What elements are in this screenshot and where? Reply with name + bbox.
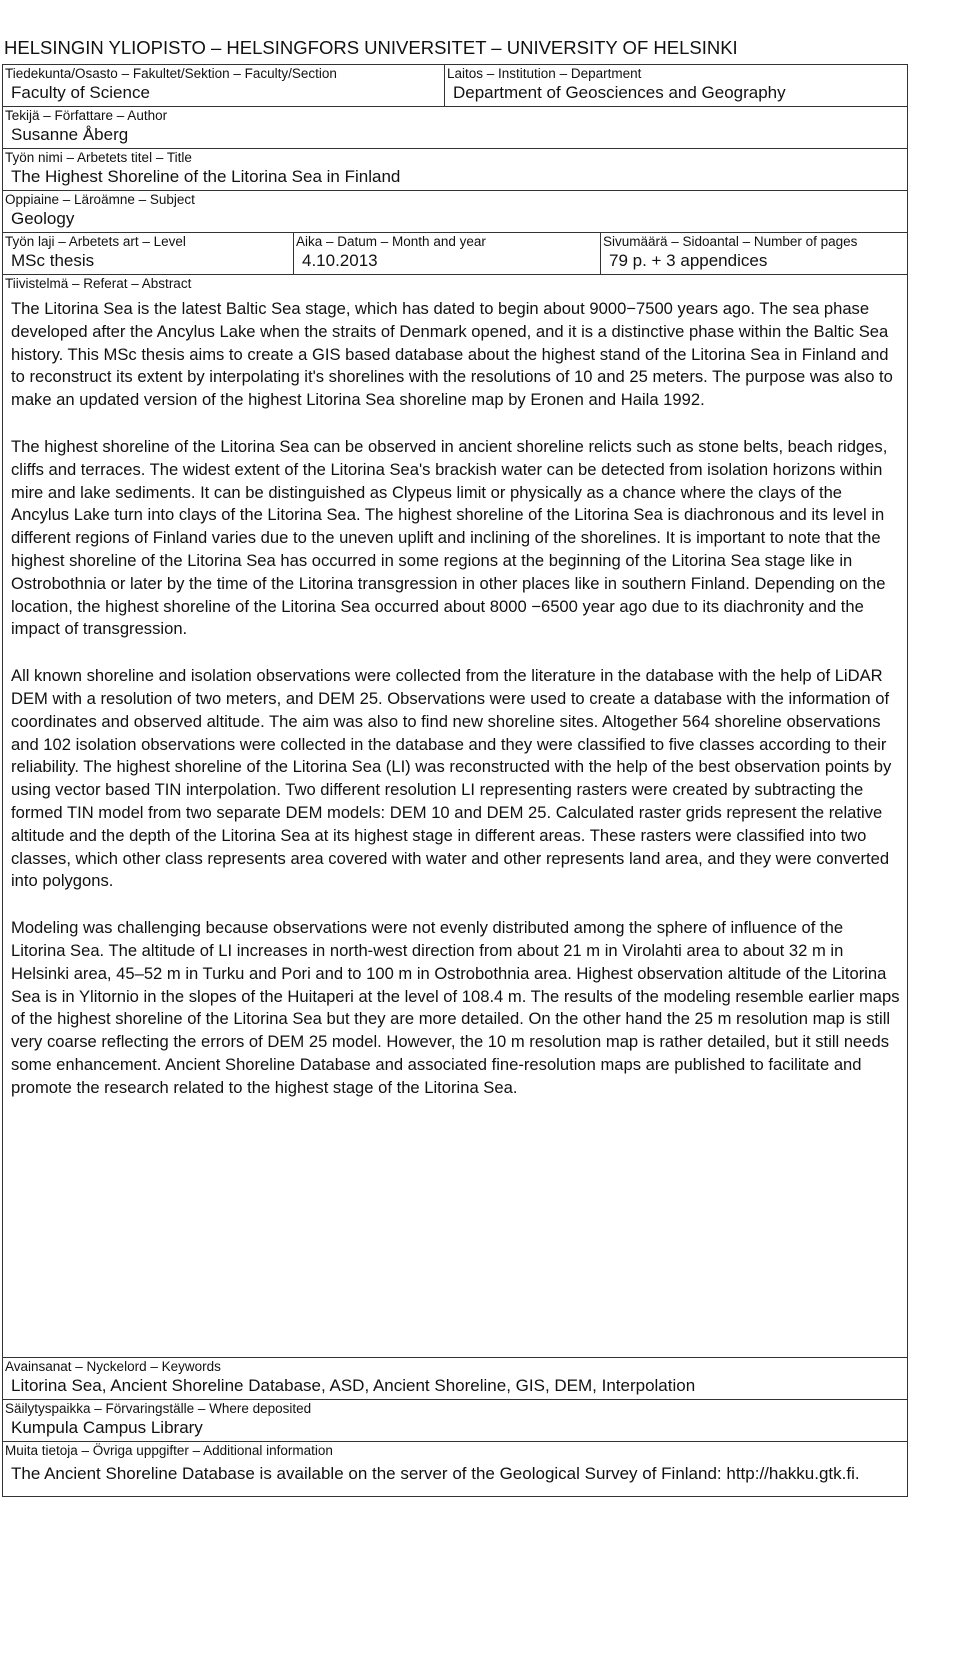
- title-cell: [3, 149, 907, 190]
- additional-value: The Ancient Shoreline Database is available on the server of the Geological Survey of Finland: http://hakku.gtk.fi.: [11, 1464, 860, 1483]
- pages-cell: [600, 233, 907, 274]
- keywords-cell: [3, 1358, 907, 1399]
- title-label: Työn nimi – Arbetets titel – Title: [5, 150, 192, 165]
- abstract-cell: [3, 275, 907, 1357]
- date-value: 4.10.2013: [302, 251, 378, 270]
- level-row: [3, 233, 907, 275]
- title-row: [3, 149, 907, 191]
- additional-label: Muita tietoja – Övriga uppgifter – Additional information: [5, 1443, 333, 1458]
- date-cell: [293, 233, 600, 274]
- department-value: Department of Geosciences and Geography: [453, 83, 786, 102]
- abstract-paragraph: Modeling was challenging because observations were not evenly distributed among the sphere of influence of the Litorina Sea. The altitude of LI increases in north-west direction from about 21 m in Virolahti area to about 32 m in Helsinki area, 45–52 m in Turku and Pori and to 100 m in Ostrobothnia area. Highest observation altitude of the Litorina Sea is in Ylitornio in the slopes of the Huitaperi at the level of 108.4 m. The results of the modeling resemble earlier maps of the highest shoreline of the Litorina Sea but they are more detailed. On the other hand the 25 m resolution map is still very coarse reflecting the errors of DEM 25 model. However, the 10 m resolution map is rather detailed, but it still needs some enhancement. Ancient Shoreline Database and associated fine-resolution maps are published to facilitate and promote the research related to the highest stage of the Litorina Sea.: [11, 918, 900, 1097]
- deposited-label: Säilytyspaikka – Förvaringställe – Where deposited: [5, 1401, 312, 1416]
- keywords-value: Litorina Sea, Ancient Shoreline Database, ASD, Ancient Shoreline, GIS, DEM, Interpolation: [11, 1376, 696, 1395]
- abstract-page: [2, 36, 908, 1497]
- level-label: Työn laji – Arbetets art – Level: [5, 234, 186, 249]
- deposited-row: [3, 1400, 907, 1442]
- abstract-text: [5, 292, 907, 1100]
- level-cell: [3, 233, 293, 274]
- faculty-value: Faculty of Science: [11, 83, 150, 102]
- deposited-value: Kumpula Campus Library: [11, 1418, 203, 1437]
- keywords-row: [3, 1358, 907, 1400]
- date-label: Aika – Datum – Month and year: [296, 234, 486, 249]
- department-label: Laitos – Institution – Department: [447, 66, 642, 81]
- subject-cell: [3, 191, 907, 232]
- keywords-label: Avainsanat – Nyckelord – Keywords: [5, 1359, 221, 1374]
- subject-label: Oppiaine – Läroämne – Subject: [5, 192, 195, 207]
- department-cell: [444, 65, 907, 106]
- university-header: HELSINGIN YLIOPISTO – HELSINGFORS UNIVERSITET – UNIVERSITY OF HELSINKI: [4, 37, 738, 58]
- pages-label: Sivumäärä – Sidoantal – Number of pages: [603, 234, 858, 249]
- deposited-cell: [3, 1400, 907, 1441]
- faculty-label: Tiedekunta/Osasto – Fakultet/Sektion – Faculty/Section: [5, 66, 337, 81]
- abstract-paragraph: The highest shoreline of the Litorina Sea can be observed in ancient shoreline relicts such as stone belts, beach ridges, cliffs and terraces. The widest extent of the Litorina Sea's brackish water can be detected from isolation horizons within mire and lake sediments. It can be distinguished as Clypeus limit or physically as a chance where the clays of the Ancylus Lake turn into clays of the Litorina Sea. The highest shoreline of the Litorina Sea is diachronous and its level in different regions of Finland varies due to the uneven uplift and inclining of the shorelines. It is important to note that the highest shoreline of the Litorina Sea has occurred in some regions at the beginning of the Litorina Sea stage like in Ostrobothnia or later by the time of the Litorina transgression in other places like in southern Finland. Depending on the location, the highest shoreline of the Litorina Sea occurred about 8000 −6500 year ago due to its diachronity and the impact of transgression.: [11, 436, 888, 639]
- additional-cell: [3, 1442, 907, 1496]
- faculty-row: [3, 65, 907, 107]
- title-value: The Highest Shoreline of the Litorina Sea in Finland: [11, 167, 401, 186]
- abstract-row: [3, 275, 907, 1358]
- subject-value: Geology: [11, 209, 75, 228]
- author-row: [3, 107, 907, 149]
- faculty-cell: [3, 65, 444, 106]
- pages-value: 79 p. + 3 appendices: [609, 251, 768, 270]
- abstract-paragraph: The Litorina Sea is the latest Baltic Sea stage, which has dated to begin about 9000−7500 years ago. The sea phase developed after the Ancylus Lake when the straits of Denmark opened, and it is a distinctive phase within the Baltic Sea history. This MSc thesis aims to create a GIS based database about the highest stand of the Litorina Sea in Finland and to reconstruct its extent by interpolating it's shorelines with the resolutions of 10 and 25 meters. The purpose was also to make an updated version of the highest Litorina Sea shoreline map by Eronen and Haila 1992.: [11, 299, 893, 410]
- additional-row: [3, 1442, 907, 1496]
- author-cell: [3, 107, 907, 148]
- author-label: Tekijä – Författare – Author: [5, 108, 168, 123]
- subject-row: [3, 191, 907, 233]
- author-value: Susanne Åberg: [11, 125, 129, 144]
- abstract-paragraph: All known shoreline and isolation observations were collected from the literature in the database with the help of LiDAR DEM with a resolution of two meters, and DEM 25. Observations were used to create a database with the information of coordinates and observed altitude. The aim was also to find new shoreline sites. Altogether 564 shoreline observations and 102 isolation observations were collected in the database and they were classified to five classes according to their reliability. The highest shoreline of the Litorina Sea (LI) was reconstructed with the help of the best observation points by using vector based TIN interpolation. Two different resolution LI representing rasters were created by subtracting the formed TIN model from two separate DEM models: DEM 10 and DEM 25. Calculated raster grids represent the relative altitude and the depth of the Litorina Sea at its highest stage in different areas. These rasters were classified into two classes, which other class represents area covered with water and other represents land area, and they were converted into polygons.: [11, 666, 892, 891]
- thesis-form: [2, 64, 908, 1497]
- abstract-label: Tiivistelmä – Referat – Abstract: [5, 276, 192, 291]
- level-value: MSc thesis: [11, 251, 95, 270]
